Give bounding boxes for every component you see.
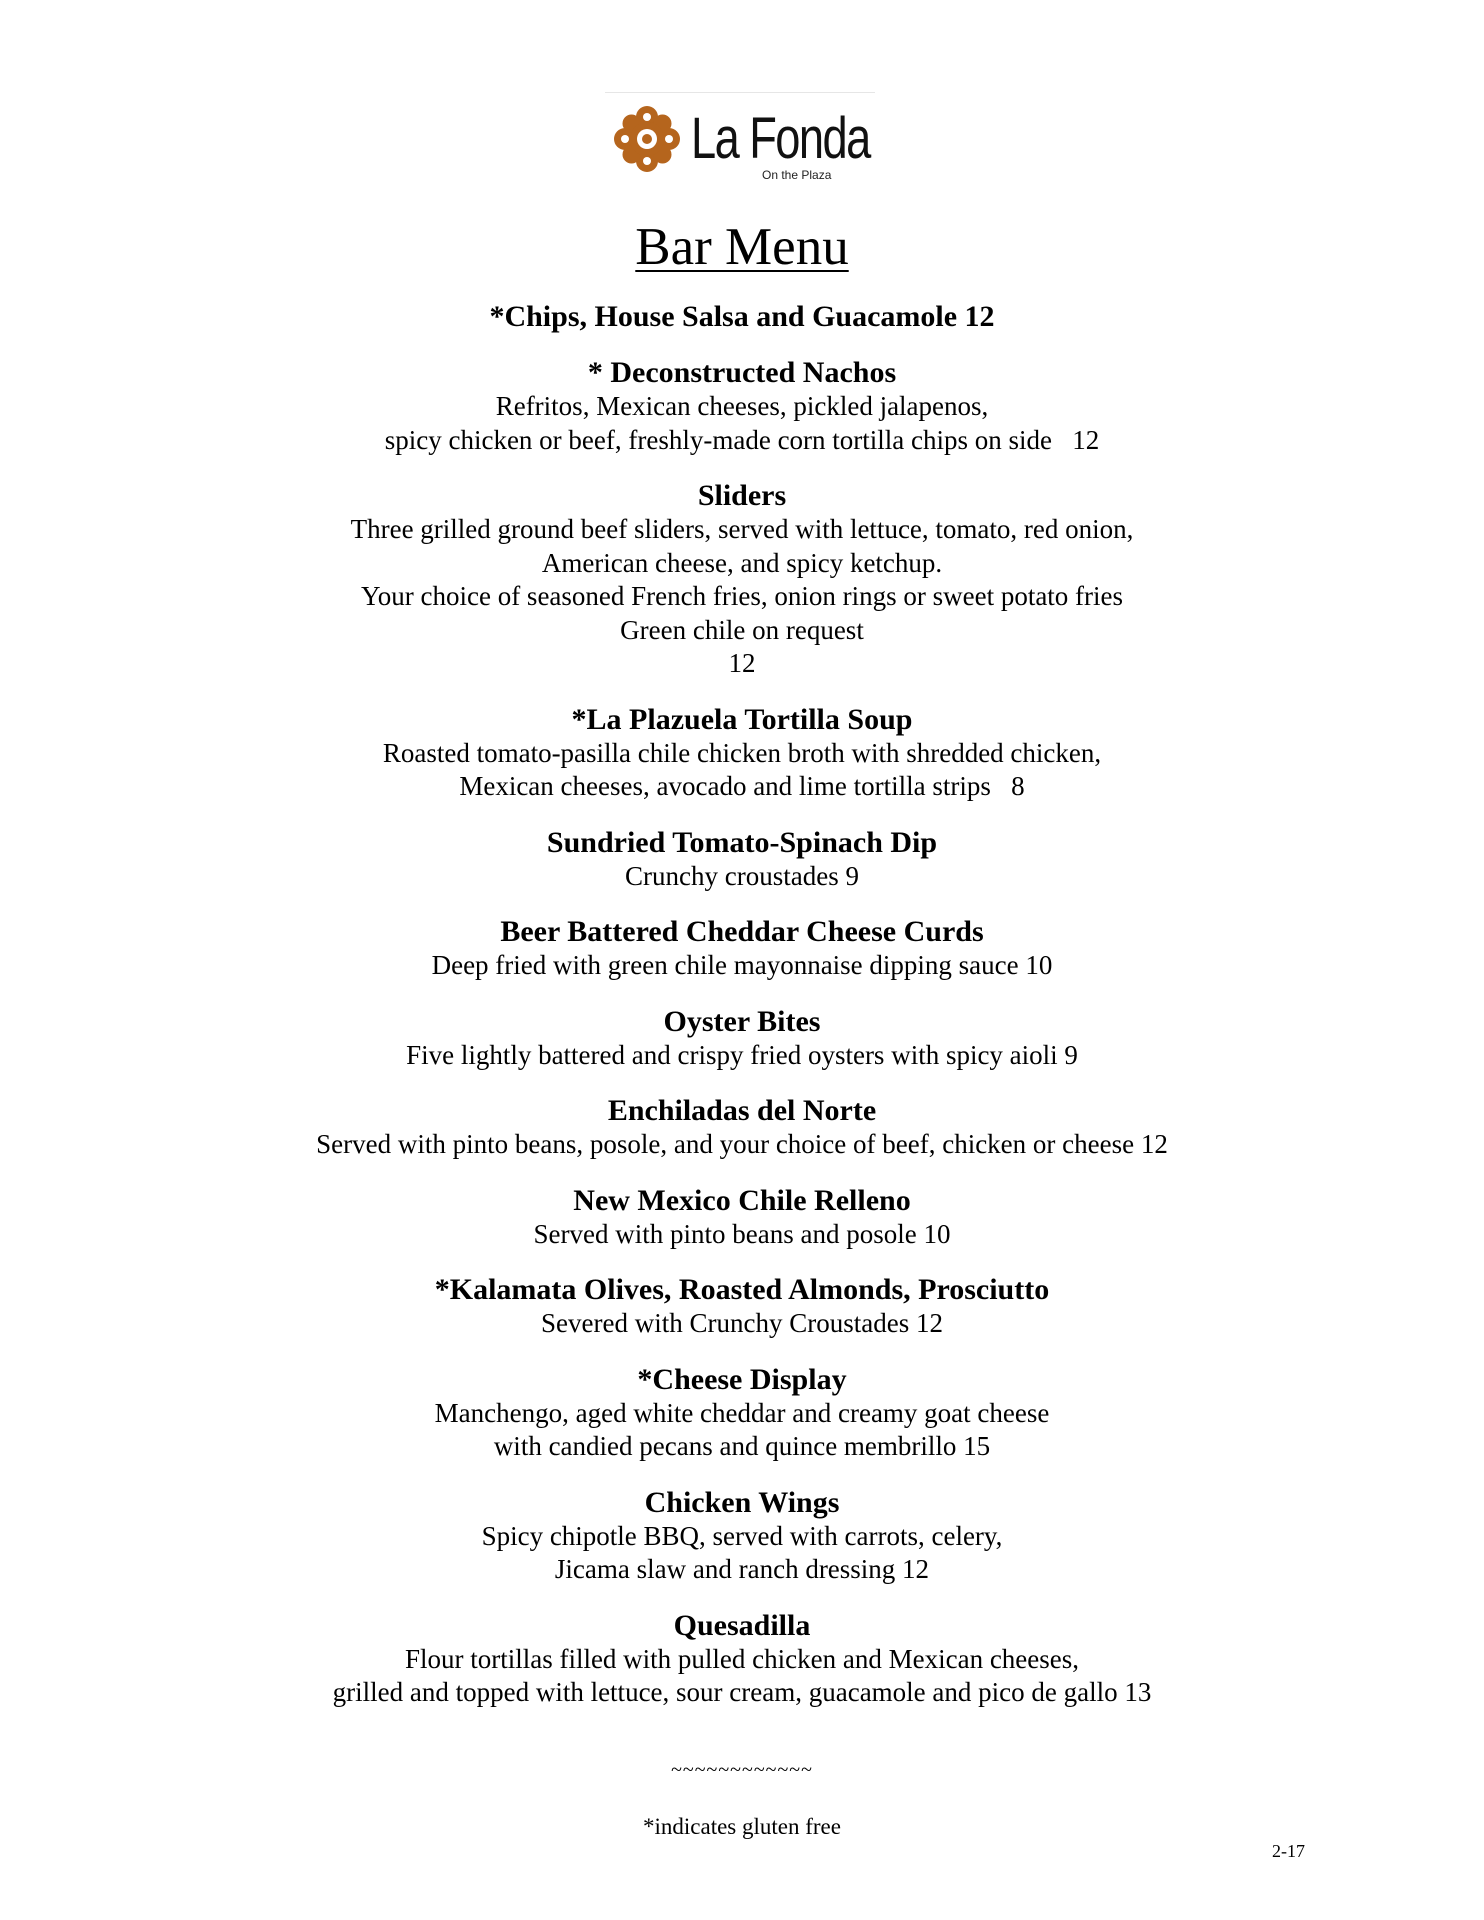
menu-item	[0, 479, 1484, 681]
menu-item-description	[0, 860, 1484, 894]
menu-item	[0, 1486, 1484, 1587]
la-fonda-logo	[612, 104, 872, 184]
menu-item-description-line: Roasted tomato-pasilla chile chicken broth with shredded chicken,	[382, 737, 1102, 768]
menu-item-name: Oyster Bites	[663, 1004, 821, 1038]
menu-item-name: Enchiladas del Norte	[607, 1094, 877, 1127]
menu-item-name: Sundried Tomato-Spinach Dip	[546, 825, 938, 859]
logo-top-rule	[605, 92, 875, 93]
menu-item	[0, 1363, 1484, 1464]
menu-item-name: *Chips, House Salsa and Guacamole 12	[489, 300, 995, 333]
menu-item	[0, 915, 1484, 983]
menu-item-description	[0, 737, 1484, 804]
menu-item-description	[0, 1307, 1484, 1341]
menu-item-description-line: grilled and topped with lettuce, sour cream, guacamole and pico de gallo 13	[332, 1677, 1152, 1707]
menu-item-description-line: Jicama slaw and ranch dressing 12	[554, 1554, 930, 1584]
menu-item-name: *La Plazuela Tortilla Soup	[571, 702, 913, 736]
menu-item-description-line: Your choice of seasoned French fries, onion rings or sweet potato fries	[360, 581, 1124, 611]
menu-item-description-line: with candied pecans and quince membrillo 15	[493, 1431, 991, 1461]
flower-emblem-icon	[612, 104, 682, 174]
menu-item	[0, 1184, 1484, 1252]
page-title-text: Bar Menu	[635, 218, 849, 276]
menu-item-description-line: Deep fried with green chile mayonnaise dipping sauce 10	[431, 950, 1053, 980]
menu-item-description-line: American cheese, and spicy ketchup.	[541, 547, 943, 578]
menu-item-description-line: Crunchy croustades 9	[625, 860, 859, 891]
menu-item-description-line: Green chile on request	[620, 614, 864, 645]
menu-item-description	[0, 1218, 1484, 1252]
menu-item-description-line: Severed with Crunchy Croustades 12	[541, 1308, 943, 1338]
menu-item-description-line: spicy chicken or beef, freshly-made corn tortilla chips on side 12	[384, 424, 1100, 455]
menu-item-name: Beer Battered Cheddar Cheese Curds	[500, 915, 984, 948]
menu-item	[0, 300, 1484, 334]
menu-item-name: *Kalamata Olives, Roasted Almonds, Prosciutto	[434, 1273, 1050, 1306]
logo-subtitle: On the Plaza	[762, 168, 832, 182]
menu-item	[0, 826, 1484, 894]
menu-item-description	[0, 1397, 1484, 1464]
menu-item-description-line: Flour tortillas filled with pulled chicken and Mexican cheeses,	[404, 1643, 1080, 1674]
menu-item-description-line: 12	[728, 648, 756, 678]
menu-item-description-line: Served with pinto beans, posole, and your choice of beef, chicken or cheese 12	[316, 1129, 1168, 1159]
divider-tildes: ~~~~~~~~~~~~	[671, 1759, 813, 1781]
menu-item-description	[0, 1039, 1484, 1073]
menu-item	[0, 1094, 1484, 1162]
menu-item-description-line: Five lightly battered and crispy fried oysters with spicy aioli 9	[406, 1039, 1078, 1070]
menu-item-description	[0, 1520, 1484, 1587]
page-code: 2-17	[1272, 1841, 1305, 1861]
menu-item-description-line: Manchengo, aged white cheddar and creamy goat cheese	[434, 1397, 1050, 1428]
menu-item-description-line: Served with pinto beans and posole 10	[533, 1218, 951, 1249]
menu-item-description-line: Three grilled ground beef sliders, served with lettuce, tomato, red onion,	[350, 514, 1134, 544]
menu-item-name: *Cheese Display	[637, 1362, 847, 1396]
menu-item	[0, 1609, 1484, 1710]
menu-item-name: * Deconstructed Nachos	[587, 356, 897, 389]
menu-item-description	[0, 513, 1484, 681]
menu-item-description	[0, 390, 1484, 457]
gluten-free-footnote: *indicates gluten free	[643, 1814, 841, 1839]
menu-item-description	[0, 949, 1484, 983]
menu-item-name: Chicken Wings	[644, 1485, 840, 1519]
menu-item-name: New Mexico Chile Relleno	[573, 1183, 911, 1217]
menu-item-name: Sliders	[697, 479, 787, 512]
page-title	[0, 212, 1484, 282]
menu-list	[0, 300, 1484, 1732]
menu-item-name: Quesadilla	[673, 1608, 811, 1642]
menu-item	[0, 356, 1484, 457]
menu-item	[0, 1005, 1484, 1073]
menu-item-description	[0, 1643, 1484, 1710]
menu-item	[0, 703, 1484, 804]
menu-item-description-line: Refritos, Mexican cheeses, pickled jalapenos,	[495, 391, 989, 421]
menu-item	[0, 1273, 1484, 1341]
menu-item-description	[0, 1128, 1484, 1162]
menu-item-description-line: Mexican cheeses, avocado and lime tortilla strips 8	[459, 771, 1025, 801]
menu-item-description-line: Spicy chipotle BBQ, served with carrots, celery,	[481, 1520, 1003, 1551]
logo-wordmark: La Fonda	[691, 106, 870, 171]
